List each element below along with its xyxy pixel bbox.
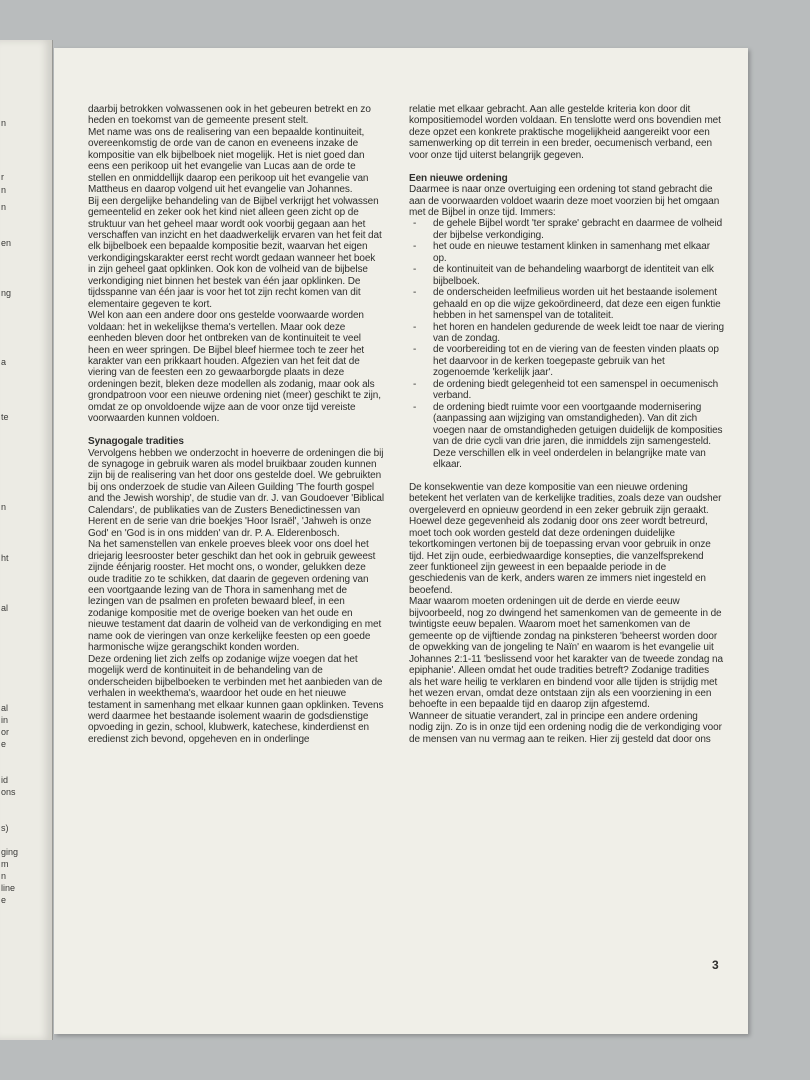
left-column xyxy=(88,104,384,745)
list-item: - de kontinuiteit van de behandeling waarborgt de identiteit van elk bijbelboek. xyxy=(409,264,724,287)
right-paragraph-1: relatie met elkaar gebracht. Aan alle gestelde kriteria kon door dit kompositiemodel worden voldaan. En tenslotte werd ons bovendien met deze opzet een konkrete praktische mogelijkheid aangereikt voor een samenwerking op dit terrein in een breder, oecumenisch verband, een voor onze tijd uiterst belangrijk gegeven. xyxy=(409,104,721,161)
left-page-text-fragment: line xyxy=(1,883,16,893)
list-item: - het horen en handelen gedurende de week leidt toe naar de viering van de zondag. xyxy=(409,322,724,345)
right-paragraph-4: Maar waarom moeten ordeningen uit de derde en vierde eeuw bijvoorbeeld, nog zo dwingend het samenkomen van de gemeente in de twintigste eeuw bepalen. Waarom moet het samenkomen van de gemeente op de vijftiende zondag na pinksteren 'beheerst worden door de opwekking van de jongeling te Naïn' en waarom is het evangelie uit Johannes 2:1-11 'beslissend voor het karakter van de tweede zondag na epiphanie'. Alleen omdat het oude tradities betreft? Zodanige tradities als het ware heilig te verklaren en bindend voor alle tijden is strijdig met het wezen ervan, omdat deze ontstaan zijn als een voorziening in een behoefte in een bepaalde tijd en daarop zijn afgestemd. xyxy=(409,596,723,711)
document-page xyxy=(54,48,748,1034)
list-item: - het oude en nieuwe testament klinken in samenhang met elkaar op. xyxy=(409,241,724,264)
list-item: - de onderscheiden leefmilieus worden uit het bestaande isolement gehaald en op die wijze gekoördineerd, dat deze een eigen funktie hebben in het samenspel van de totaliteit. xyxy=(409,287,724,321)
left-paragraph-6: Na het samenstellen van enkele proeves bleek voor ons doel het driejarig leesrooster beter geschikt dan het ook in gebruik geweest zijnde éénjarig rooster. Het mocht ons, o wonder, gelukken deze oude traditie zo te schikken, dat daarin de gegeven ordening van een voortgaande lezing van de Thora in samenhang met de lezingen van de psalmen en profeten bewaard bleef, in een zodanige kompositie met de overige boeken van het oude en nieuwe testament dat daarin de volheid van de verkondiging en met name ook de vieringen van onze kerkelijke feesten op een goede harmonische wijze gerangschikt konden worden. xyxy=(88,539,382,654)
left-page-text-fragment: e xyxy=(1,895,7,905)
left-page-text-fragment: r xyxy=(1,172,4,182)
left-page-text-fragment: al xyxy=(1,703,9,713)
section-heading-synagogale-tradities: Synagogale tradities xyxy=(88,436,184,448)
left-page-text-fragment: e xyxy=(1,739,7,749)
left-paragraph-2: Met name was ons de realisering van een bepaalde kontinuiteit, overeenkomstig de orde van de canon en eveneens inzake de kompositie van elk bijbelboek niet mogelijk. Het is niet goed dan eens een perikoop uit het evangelie van Lucas aan de orde te stellen en onmiddellijk daarop een perikoop uit het evangelie van Mattheus en daarop volgend uit het evangelie van Johannes. xyxy=(88,126,369,196)
criteria-list xyxy=(409,218,724,470)
left-page-text-fragment: n xyxy=(1,185,7,195)
left-page-text-fragment: te xyxy=(1,412,9,422)
left-page-text-fragment: ging xyxy=(1,847,19,857)
left-paragraph-7: Deze ordening liet zich zelfs op zodanige wijze voegen dat het mogelijk werd de kontinuiteit in de behandeling van de onderscheiden bijbelboeken te verbinden met het aanbieden van de verhalen in weekthema's, waardoor het oude en het nieuwe testament in samenhang met elkaar kunnen gaan opklinken. Tevens werd daarmee het bestaande isolement waarin de godsdienstige opvoeding in gezin, school, klubwerk, katechese, kinderdienst en eredienst zich bevond, opgeheven en in onderlinge xyxy=(88,653,384,745)
list-item: - de ordening biedt gelegenheid tot een samenspel in oecumenisch verband. xyxy=(409,379,724,402)
page-number: 3 xyxy=(712,958,719,972)
left-page-text-fragment: s) xyxy=(1,823,9,833)
left-page-text-fragment: or xyxy=(1,727,10,737)
right-paragraph-5: Wanneer de situatie verandert, zal in principe een andere ordening nodig zijn. Zo is in onze tijd een ordening nodig die de verkondiging voor de mensen van nu vermag aan te reiken. Hier zij gesteld dat door ons xyxy=(409,710,722,745)
right-column xyxy=(409,104,724,745)
left-page-text-fragment: al xyxy=(1,603,9,613)
left-paragraph-5: Vervolgens hebben we onderzocht in hoeverre de ordeningen die bij de synagoge in gebruik waren als model bruikbaar zouden kunnen zijn bij de realisering van het door ons gestelde doel. We gebruikten bij ons onderzoek de studie van Aileen Guilding 'The fourth gospel and the Jewish worship', de studie van dr. J. van Goudoever 'Biblical Calendars', de publikaties van de Zusters Benedictinessen van Herent en de serie van drie boekjes 'Hoor Israël', 'Jahweh is onze God' en 'God is in ons midden' van dr. P. A. Elderenbosch. xyxy=(88,447,384,539)
left-page-text-fragment: ons xyxy=(1,787,16,797)
left-paragraph-3: Bij een dergelijke behandeling van de Bijbel verkrijgt het volwassen gemeentelid en zeker ook het kind niet alleen geen zicht op de struktuur van het geheel maar wordt ook voorbij gegaan aan het verschaffen van inzicht en het daadwerkelijk ervaren van het feit dat elk bijbelboek een bepaalde kompositie bezit, waarvan het eigen verkondigingskarakter eerst recht wordt gedaan wanneer het boek in zijn geheel gaat opklinken. Ook kon de volheid van de bijbelse verkondiging niet binnen het bestek van één jaar opklinken. De tijdsspanne van één jaar is voor het tot zijn recht komen van dit elementaire gegeven te kort. xyxy=(88,195,382,310)
right-paragraph-3: De konsekwentie van deze kompositie van een nieuwe ordening betekent het verlaten van de kerkelijke tradities, zoals deze van oudsher overgeleverd en opnieuw geordend in een zeker gebruik zijn geraakt. Hoewel deze gegevenheid als zodanig door ons zeer wordt betreurd, moet toch ook worden gesteld dat deze ordeningen duidelijke tekortkomingen vertonen bij de toepassing ervan voor gebruik in onze tijd. Het zijn oude, eerbiedwaardige konsepties, die vanzelfsprekend zeer funktioneel zijn geweest in een bepaalde periode in de geschiedenis van de kerk, anders waren ze immers niet ingesteld en beoefend. xyxy=(409,481,722,596)
left-paragraph-4: Wel kon aan een andere door ons gestelde voorwaarde worden voldaan: het in wekelijkse thema's vertellen. Maar ook deze eenheden bleven door het ontbreken van de kontinuiteit te veel heen en weer springen. De Bijbel bleef hiermee toch te zeer het karakter van een prikkaart houden. Afgezien van het feit dat de viering van de feesten een zo gewaarborgde plaats in deze ordeningen bezit, bleken deze modellen als zodanig, maar ook als grondpatroon voor een nieuwe ordening niet (meer) geschikt te zijn, omdat ze op onvoldoende wijze aan de voor onze tijd vereiste voorwaarden kunnen voldoen. xyxy=(88,310,381,425)
left-page-text-fragment: n xyxy=(1,871,7,881)
left-page-text-fragment: n xyxy=(1,202,7,212)
left-page-edge xyxy=(0,40,53,1040)
left-page-text-fragment: n xyxy=(1,118,7,128)
list-item: - de gehele Bijbel wordt 'ter sprake' gebracht en daarmee de volheid der bijbelse verkondiging. xyxy=(409,218,724,241)
left-page-text-fragment: a xyxy=(1,357,7,367)
left-page-text-fragment: en xyxy=(1,238,12,248)
left-page-text-fragment: ht xyxy=(1,553,9,563)
left-page-text-fragment: in xyxy=(1,715,9,725)
section-heading-nieuwe-ordening: Een nieuwe ordening xyxy=(409,172,508,184)
left-page-text-fragment: id xyxy=(1,775,9,785)
left-page-text-fragment: ng xyxy=(1,288,12,298)
list-item: - de voorbereiding tot en de viering van de feesten vinden plaats op het daarvoor in de kerken toegepaste gebruik van het zogenoemde 'kerkelijk jaar'. xyxy=(409,344,724,378)
left-page-text-fragment: n xyxy=(1,502,7,512)
left-page-text-fragment: m xyxy=(1,859,9,869)
list-item: - de ordening biedt ruimte voor een voortgaande modernisering (aanpassing aan wijziging van omstandigheden). Van dit zich voegen naar de omstandigheden getuigen duidelijk de komposities van de drie cycli van drie jaren, die inmiddels zijn samengesteld. Deze verschillen elk in veel onderdelen in belangrijke mate van elkaar. xyxy=(409,402,724,471)
right-paragraph-2: Daarmee is naar onze overtuiging een ordening tot stand gebracht die aan de voorwaarden voldoet waarin deze moet voorzien bij het omgaan met de Bijbel in onze tijd. Immers: xyxy=(409,184,720,219)
left-paragraph-1: daarbij betrokken volwassenen ook in het gebeuren betrekt en zo heden en toekomst van de gemeente present stelt. xyxy=(88,104,371,127)
